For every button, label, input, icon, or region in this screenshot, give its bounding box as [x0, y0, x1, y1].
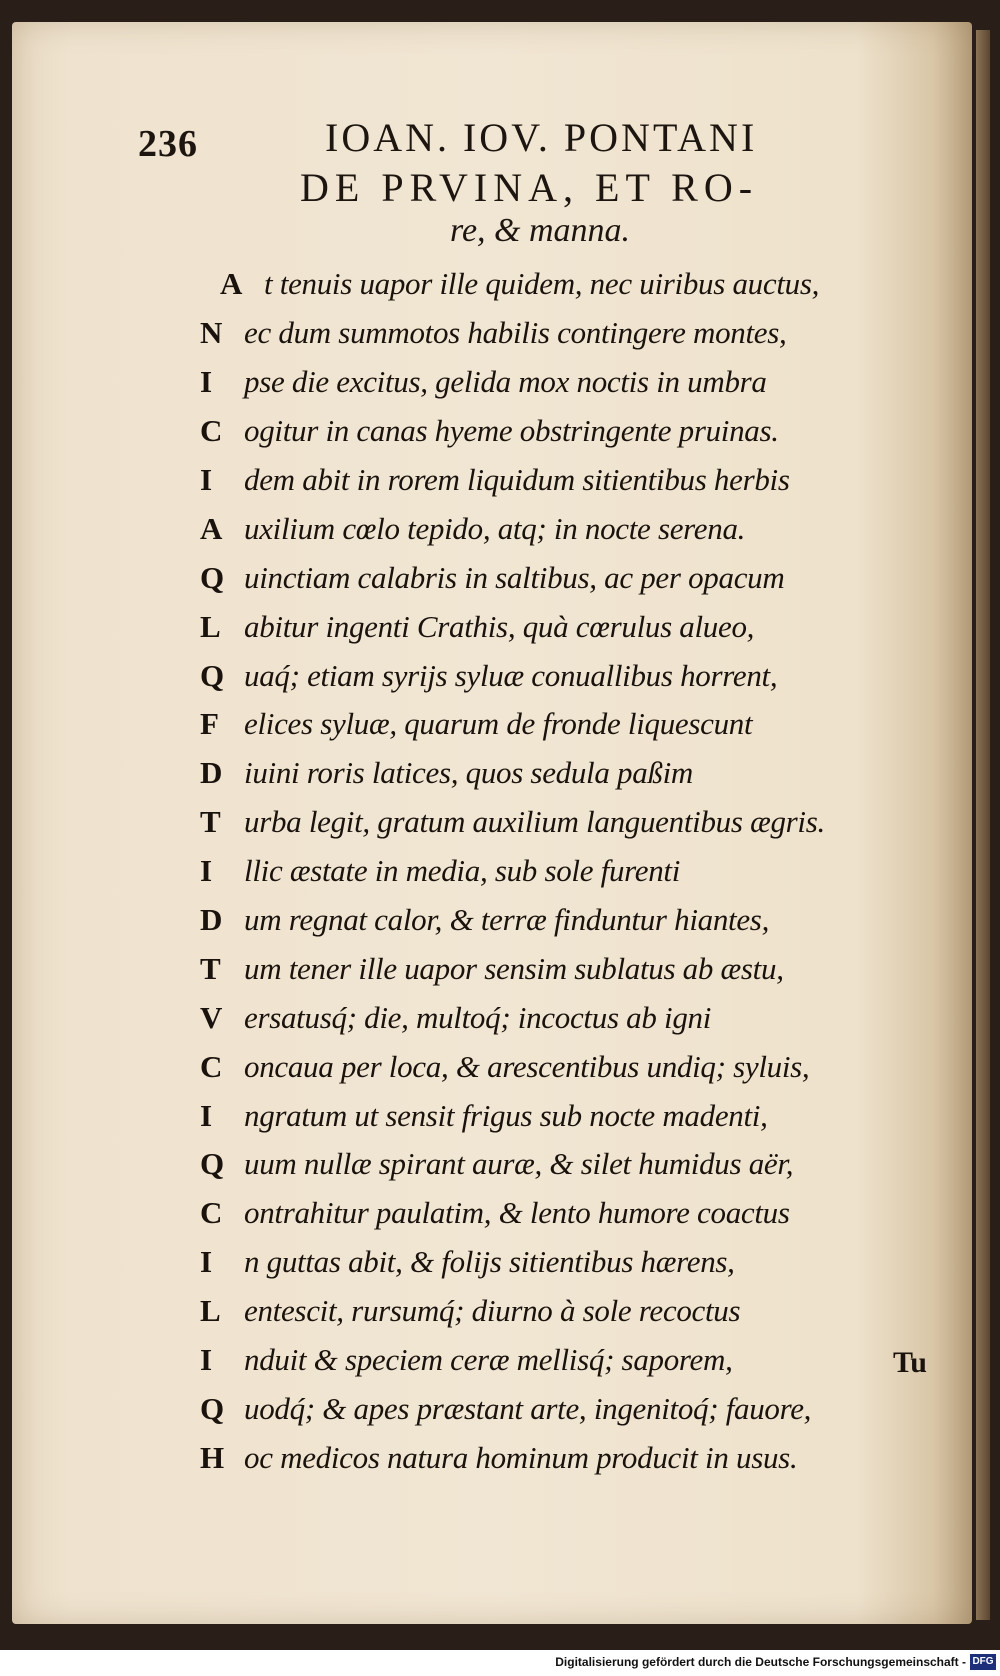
poem-line — [200, 1091, 920, 1140]
poem-line — [200, 602, 920, 651]
verse-text: oncaua per loca, & arescentibus undiq; syluis, — [244, 1048, 810, 1084]
initial-letter: H — [200, 1439, 225, 1475]
initial-letter: Q — [200, 657, 225, 693]
poem-line — [200, 798, 920, 847]
section-title: DE PRVINA, ET RO- — [300, 165, 759, 210]
initial-letter: L — [200, 608, 221, 644]
initial-letter: C — [200, 1195, 223, 1231]
poem-line — [200, 456, 920, 505]
verse-text: n guttas abit, & folijs sitientibus hærens, — [244, 1244, 735, 1280]
poem-line — [200, 944, 920, 993]
verse-text: entescit, rursumq́; diurno à sole recoctus — [244, 1293, 741, 1329]
verse-text: elices syluæ, quarum de fronde liquescunt — [244, 706, 753, 742]
poem-line — [200, 700, 920, 749]
initial-letter: T — [200, 804, 221, 840]
poem-line — [200, 504, 920, 553]
poem-line — [200, 1384, 920, 1433]
initial-letter: I — [200, 1342, 213, 1378]
verse-text: abitur ingenti Crathis, quà cœrulus alueo, — [244, 608, 755, 644]
initial-letter: Q — [200, 1146, 225, 1182]
poem-line — [200, 993, 920, 1042]
initial-letter: V — [200, 999, 223, 1035]
verse-text: ngratum ut sensit frigus sub nocte madenti, — [244, 1097, 768, 1133]
section-title-continued: re, & manna. — [450, 212, 631, 249]
poem-line — [200, 358, 920, 407]
initial-letter: I — [200, 364, 213, 400]
initial-letter: L — [200, 1293, 221, 1329]
poem-line — [200, 1336, 920, 1385]
poem-line — [200, 1189, 920, 1238]
page-number: 236 — [138, 123, 198, 165]
verse-text: dem abit in rorem liquidum sitientibus herbis — [244, 462, 790, 497]
initial-letter: C — [200, 1048, 223, 1084]
poem-line — [200, 407, 920, 456]
verse-text: urba legit, gratum auxilium languentibus ægris. — [244, 804, 825, 840]
poem-line — [200, 749, 920, 798]
digitization-footer — [0, 1650, 1000, 1676]
initial-letter: I — [200, 853, 213, 889]
poem-line — [200, 651, 920, 700]
running-head: IOAN. IOV. PONTANI — [325, 115, 758, 160]
initial-letter: A — [200, 510, 223, 546]
poem — [200, 260, 920, 1482]
poem-line — [200, 896, 920, 945]
verse-text: um tener ille uapor sensim sublatus ab æstu, — [244, 950, 784, 986]
poem-line — [200, 1140, 920, 1189]
initial-letter: C — [200, 413, 223, 449]
verse-text: um regnat calor, & terræ finduntur hiantes, — [244, 902, 770, 938]
verse-text: uodq́; & apes præstant arte, ingenitoq́; fauore, — [244, 1390, 812, 1426]
poem-line — [200, 260, 920, 309]
initial-letter: I — [200, 1097, 213, 1133]
verse-text: ogitur in canas hyeme obstringente pruinas. — [244, 413, 779, 449]
dfg-logo: DFG — [970, 1654, 996, 1670]
verse-text: uinctiam calabris in saltibus, ac per opacum — [244, 559, 785, 595]
poem-line — [200, 309, 920, 358]
verse-text: oc medicos natura hominum producit in usus. — [244, 1439, 798, 1475]
initial-letter: I — [200, 1244, 213, 1280]
initial-letter: N — [200, 315, 223, 351]
verse-text: llic æstate in media, sub sole furenti — [244, 853, 681, 889]
verse-text: t tenuis uapor ille quidem, nec uiribus auctus, — [264, 266, 820, 302]
verse-text: uxilium cœlo tepido, atq; in nocte serena. — [244, 510, 746, 546]
poem-line — [200, 1433, 920, 1482]
initial-letter: Q — [200, 559, 225, 595]
verse-text: iuini roris latices, quos sedula paßim — [244, 755, 694, 791]
verse-text: ec dum summotos habilis contingere montes, — [244, 315, 787, 351]
poem-line — [200, 1042, 920, 1091]
poem-line — [200, 553, 920, 602]
initial-letter: T — [200, 950, 221, 986]
initial-letter: I — [200, 462, 213, 497]
page-edge — [976, 30, 990, 1620]
initial-letter: A — [220, 266, 243, 302]
initial-letter: D — [200, 902, 223, 938]
initial-letter: Q — [200, 1390, 225, 1426]
verse-text: pse die excitus, gelida mox noctis in umbra — [244, 364, 767, 400]
initial-letter: F — [200, 706, 219, 742]
verse-text: ontrahitur paulatim, & lento humore coactus — [244, 1195, 790, 1231]
funding-credit: Digitalisierung gefördert durch die Deutsche Forschungsgemeinschaft - — [555, 1655, 966, 1669]
poem-line — [200, 1287, 920, 1336]
catchword: Tu — [893, 1346, 927, 1379]
verse-text: nduit & speciem ceræ mellisq́; saporem, — [244, 1342, 733, 1378]
poem-line — [200, 847, 920, 896]
poem-line — [200, 1238, 920, 1287]
verse-text: uaq́; etiam syrijs syluæ conuallibus horrent, — [244, 657, 778, 693]
initial-letter: D — [200, 755, 223, 791]
verse-text: uum nullæ spirant auræ, & silet humidus aër, — [244, 1146, 794, 1182]
verse-text: ersatusq́; die, multoq́; incoctus ab igni — [244, 999, 712, 1035]
